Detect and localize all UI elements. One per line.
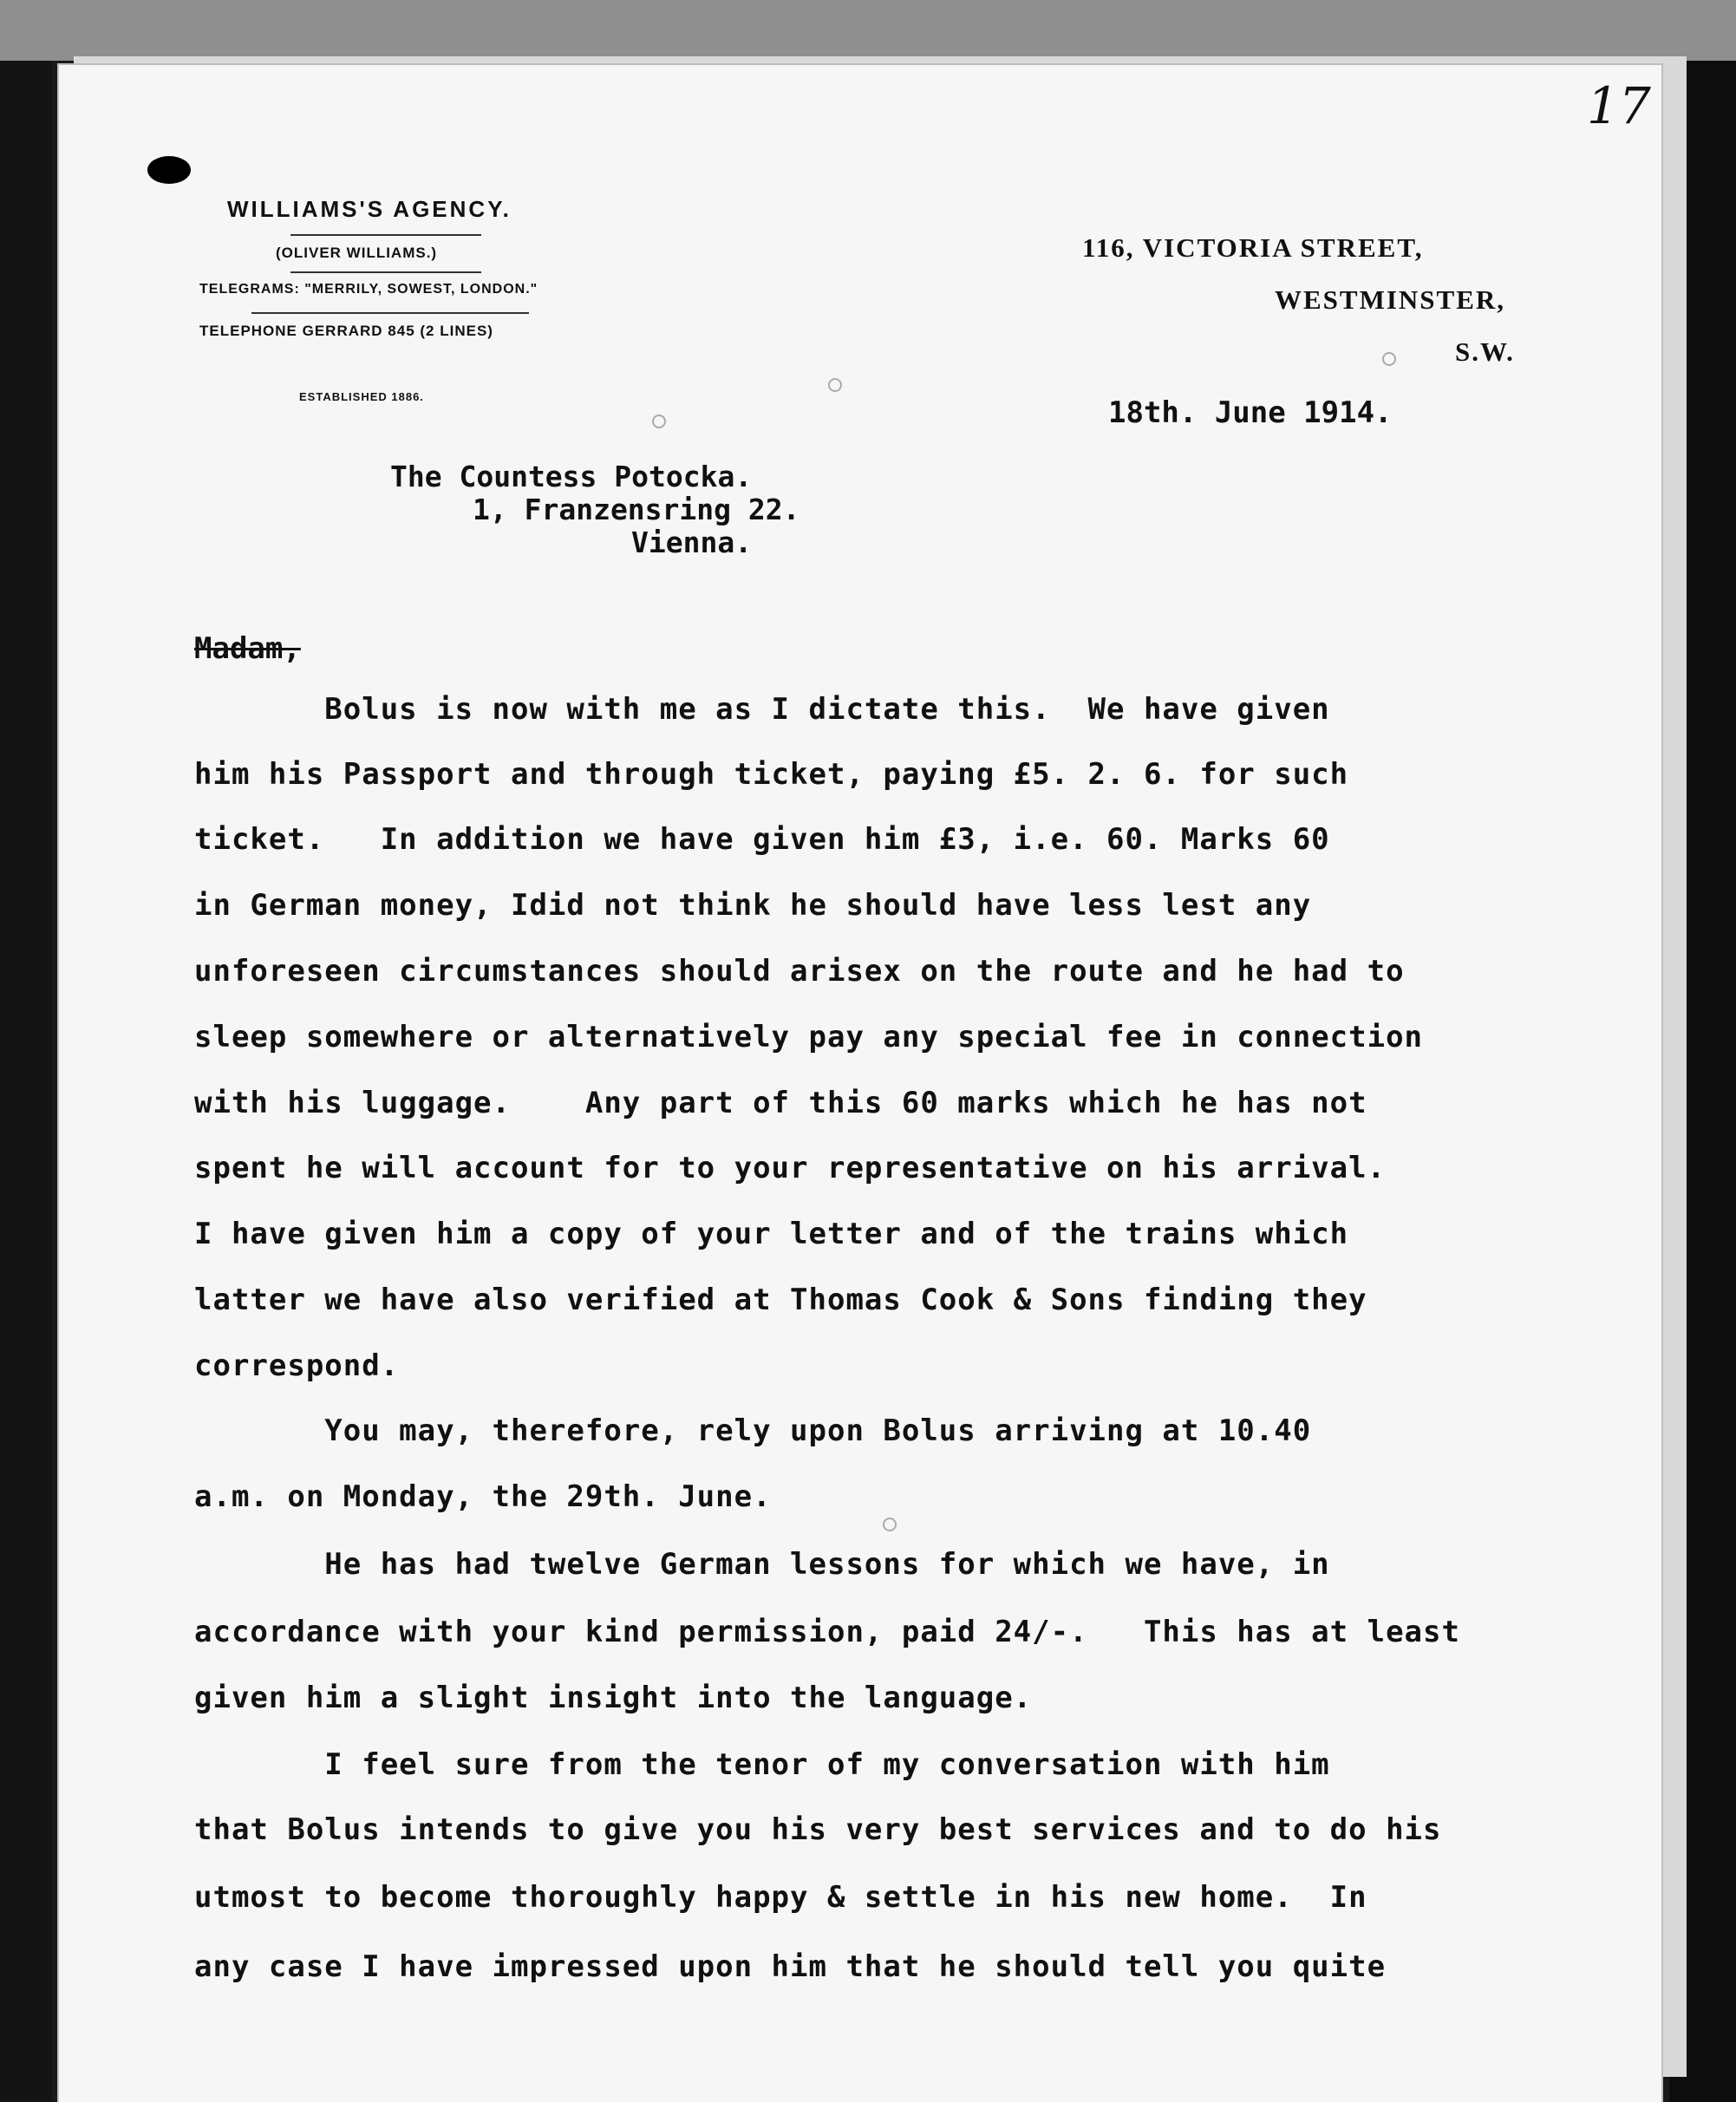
body-line: unforeseen circumstances should arisex on the route and he had to bbox=[194, 954, 1405, 989]
paper-speck bbox=[652, 415, 666, 428]
scan-border-top bbox=[0, 0, 1736, 61]
body-line: I feel sure from the tenor of my conversation with him bbox=[194, 1747, 1330, 1782]
body-line: latter we have also verified at Thomas Cook & Sons finding they bbox=[194, 1283, 1367, 1317]
body-line: Bolus is now with me as I dictate this. We have given bbox=[194, 692, 1330, 727]
paper-speck bbox=[828, 378, 842, 392]
paper-speck bbox=[883, 1518, 897, 1531]
scan-border-left bbox=[0, 61, 52, 2102]
salutation: Madam, bbox=[194, 631, 301, 666]
body-line: sleep somewhere or alternatively pay any special fee in connection bbox=[194, 1020, 1424, 1054]
body-line: accordance with your kind permission, paid 24/-. This has at least bbox=[194, 1615, 1460, 1649]
telegrams-line: TELEGRAMS: "MERRILY, SOWEST, LONDON." bbox=[199, 282, 538, 297]
body-line: in German money, Idid not think he should have less lest any bbox=[194, 888, 1312, 923]
body-line: him his Passport and through ticket, paying £5. 2. 6. for such bbox=[194, 757, 1349, 792]
agency-name: WILLIAMS'S AGENCY. bbox=[227, 196, 512, 222]
body-line: with his luggage. Any part of this 60 marks which he has not bbox=[194, 1086, 1367, 1120]
body-line: He has had twelve German lessons for which we have, in bbox=[194, 1547, 1330, 1582]
punch-hole bbox=[147, 156, 191, 184]
letter-date: 18th. June 1914. bbox=[1108, 395, 1393, 430]
body-line: I have given him a copy of your letter and of the trains which bbox=[194, 1217, 1349, 1251]
body-line: spent he will account for to your representative on his arrival. bbox=[194, 1151, 1387, 1185]
recipient-address: 1, Franzensring 22. bbox=[473, 493, 800, 526]
address-street: 116, VICTORIA STREET, bbox=[1082, 232, 1424, 263]
body-line: that Bolus intends to give you his very best services and to do his bbox=[194, 1812, 1442, 1847]
paper-speck bbox=[1382, 352, 1396, 366]
divider bbox=[290, 234, 481, 236]
body-line: ticket. In addition we have given him £3, i.e. 60. Marks 60 bbox=[194, 822, 1330, 857]
recipient-city: Vienna. bbox=[631, 526, 753, 559]
address-district: WESTMINSTER, bbox=[1275, 284, 1506, 315]
telephone-line: TELEPHONE GERRARD 845 (2 LINES) bbox=[199, 323, 493, 339]
body-line: You may, therefore, rely upon Bolus arriving at 10.40 bbox=[194, 1413, 1312, 1448]
divider bbox=[290, 271, 481, 273]
body-line: given him a slight insight into the language. bbox=[194, 1681, 1033, 1715]
agency-owner: (OLIVER WILLIAMS.) bbox=[276, 245, 438, 261]
letter-page bbox=[59, 65, 1661, 2102]
body-line: a.m. on Monday, the 29th. June. bbox=[194, 1479, 772, 1514]
address-postal: S.W. bbox=[1455, 336, 1515, 367]
body-line: correspond. bbox=[194, 1348, 400, 1383]
body-line: utmost to become thoroughly happy & settle in his new home. In bbox=[194, 1880, 1367, 1915]
recipient-name: The Countess Potocka. bbox=[390, 460, 753, 493]
divider bbox=[251, 312, 529, 314]
body-line: any case I have impressed upon him that he should tell you quite bbox=[194, 1949, 1387, 1984]
established-line: ESTABLISHED 1886. bbox=[299, 390, 424, 403]
folio-number: 17 bbox=[1587, 76, 1651, 135]
